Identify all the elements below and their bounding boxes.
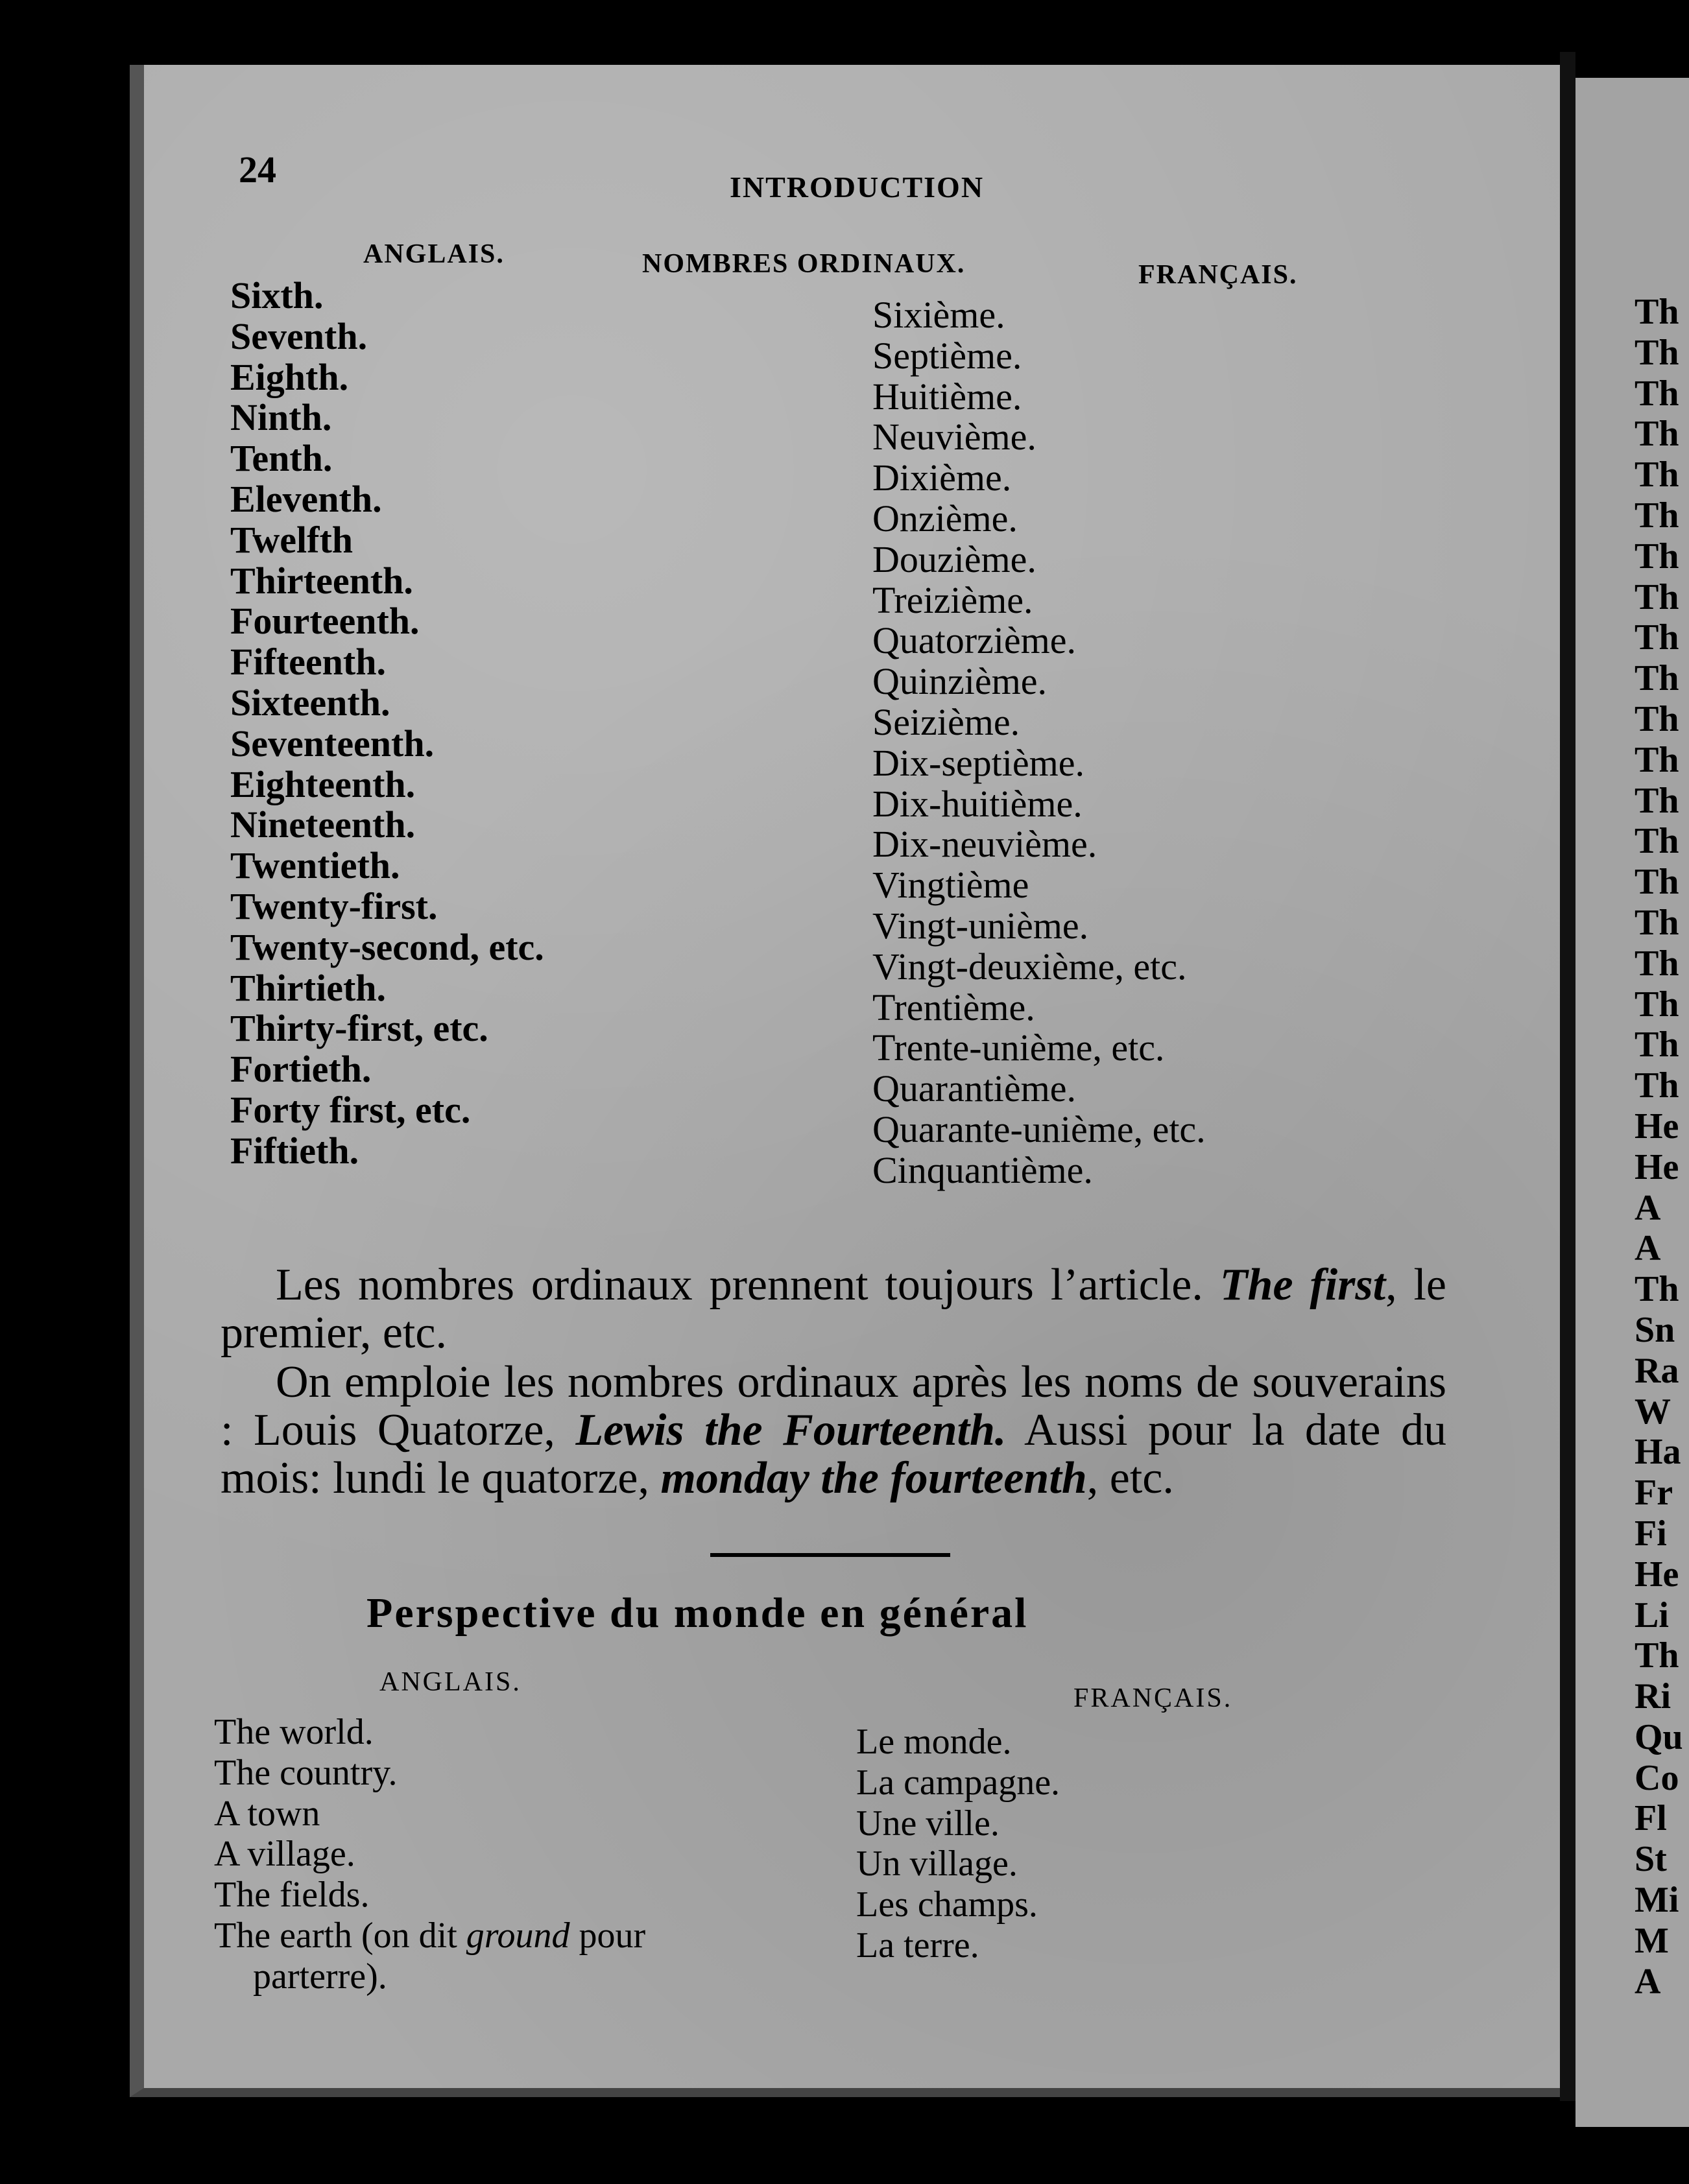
list-item: Septième. — [872, 334, 1022, 377]
fragment: Th — [1635, 617, 1679, 658]
fragment: Qu — [1635, 1716, 1683, 1757]
fragment: Th — [1635, 536, 1679, 576]
fragment: A — [1635, 1961, 1661, 2002]
list-item — [214, 1916, 645, 1956]
fragment: Th — [1635, 1269, 1679, 1310]
fragment: Th — [1635, 943, 1679, 984]
list-item: Trente-unième, etc. — [872, 1027, 1165, 1069]
list-item: Twenty-first. — [230, 884, 438, 927]
list-item: Thirtieth. — [230, 966, 387, 1009]
list-item: Sixth. — [230, 274, 324, 316]
list-item: The country. — [214, 1752, 398, 1793]
fragment: A — [1635, 1187, 1661, 1228]
list-item: Onzième. — [872, 497, 1018, 540]
fragment: Ra — [1635, 1350, 1679, 1391]
fragment: Th — [1635, 1025, 1679, 1065]
list-item: Tenth. — [230, 437, 333, 480]
italic-example: ground — [466, 1915, 570, 1956]
fragment: Mi — [1635, 1880, 1679, 1921]
list-item: Quarante-unième, etc. — [872, 1108, 1206, 1150]
fragment: Th — [1635, 698, 1679, 739]
list-item: Douzième. — [872, 538, 1036, 580]
text-run: pour — [569, 1915, 646, 1956]
text-run: , etc. — [1086, 1453, 1174, 1503]
column-header-anglais: ANGLAIS. — [363, 239, 505, 269]
fragment: Th — [1635, 292, 1679, 332]
text-run: The earth (on dit — [214, 1915, 466, 1956]
page-number: 24 — [239, 148, 276, 191]
list-item: A town — [214, 1793, 320, 1834]
list-item: Dix-septième. — [872, 741, 1084, 784]
fragment: Th — [1635, 862, 1679, 903]
list-item: Vingt-deuxième, etc. — [872, 945, 1187, 988]
fragment: He — [1635, 1106, 1679, 1146]
list-item: Twelfth — [230, 518, 353, 561]
list-item: Dix-huitième. — [872, 782, 1083, 825]
list-item-continuation: parterre). — [253, 1956, 387, 1997]
list-item: The world. — [214, 1712, 374, 1752]
world-english-list — [214, 1712, 645, 1997]
fragment: Ri — [1635, 1676, 1671, 1717]
list-item: Nineteenth. — [230, 803, 416, 846]
list-item: Dixième. — [872, 457, 1012, 499]
fragment: Th — [1635, 739, 1679, 780]
list-item: Forty first, etc. — [230, 1088, 471, 1131]
list-item: Twenty-second, etc. — [230, 925, 544, 968]
fragment: W — [1635, 1391, 1671, 1432]
fragment: Th — [1635, 658, 1679, 699]
table-title-nombres-ordinaux: NOMBRES ORDINAUX. — [642, 249, 966, 279]
list-item: Eighth. — [230, 355, 349, 398]
list-item: Dix-neuvième. — [872, 823, 1097, 866]
fragment: Th — [1635, 984, 1679, 1025]
fragment: Fr — [1635, 1473, 1673, 1513]
italic-example: monday the fourteenth — [660, 1453, 1087, 1503]
list-item: Treizième. — [872, 578, 1033, 621]
list-item: La campagne. — [856, 1762, 1060, 1803]
fragment: Th — [1635, 373, 1679, 414]
column-header-francais: FRANÇAIS. — [1138, 260, 1298, 290]
list-item: Seventeenth. — [230, 722, 435, 765]
paragraph-ordinal-usage — [221, 1359, 1446, 1502]
list-item: Quinzième. — [872, 660, 1047, 703]
list-item: Eighteenth. — [230, 763, 416, 805]
list-item: La terre. — [856, 1925, 979, 1965]
fragment: Sn — [1635, 1309, 1675, 1350]
ordinals-french-list — [872, 295, 1206, 1191]
list-item: Seventh. — [230, 315, 368, 357]
list-item: Sixième. — [872, 294, 1005, 336]
list-item: The fields. — [214, 1875, 370, 1916]
page-gutter — [1560, 52, 1575, 2101]
world-french-list — [856, 1722, 1060, 1966]
fragment: Fi — [1635, 1513, 1667, 1554]
list-item: Seizième. — [872, 700, 1020, 743]
fragment: He — [1635, 1554, 1679, 1595]
list-item: Trentième. — [872, 986, 1035, 1028]
fragment: Th — [1635, 1635, 1679, 1676]
list-item: Quarantième. — [872, 1067, 1077, 1110]
list-item: Quatorzième. — [872, 619, 1077, 662]
list-item: Ninth. — [230, 396, 332, 439]
list-item: Thirty-first, etc. — [230, 1007, 488, 1050]
fragment: Th — [1635, 576, 1679, 617]
fragment: Li — [1635, 1595, 1669, 1635]
italic-example: The first — [1219, 1260, 1386, 1310]
fragment: Th — [1635, 455, 1679, 495]
fragment: Th — [1635, 1065, 1679, 1106]
list-item: Une ville. — [856, 1803, 1000, 1844]
list-item: Un village. — [856, 1844, 1018, 1884]
list-item: Vingtième — [872, 864, 1029, 907]
section-title: Perspective du monde en général — [366, 1589, 1029, 1637]
fragment: Ha — [1635, 1432, 1681, 1473]
fragment: He — [1635, 1146, 1679, 1187]
right-page-fragments — [1635, 292, 1683, 2002]
fragment: Th — [1635, 332, 1679, 373]
fragment: A — [1635, 1228, 1661, 1269]
fragment: Th — [1635, 902, 1679, 943]
list-item: Huitième. — [872, 375, 1022, 418]
list-item: Fourteenth. — [230, 600, 420, 643]
text-run: On emploie les nombres ordinaux après les noms de souverains : Louis Quatorze, — [221, 1357, 1446, 1455]
column-header-francais: FRANÇAIS. — [1073, 1683, 1233, 1713]
list-item: Neuvième. — [872, 416, 1036, 458]
column-header-anglais: ANGLAIS. — [379, 1667, 521, 1697]
running-head: INTRODUCTION — [730, 171, 985, 204]
text-run: Aussi pour la date du mois: lundi le quatorze, — [221, 1405, 1446, 1503]
list-item: Twentieth. — [230, 844, 400, 887]
text-run: Les nombres ordinaux prennent toujours l’article. — [276, 1260, 1220, 1310]
list-item: Eleventh. — [230, 477, 382, 520]
fragment: Th — [1635, 780, 1679, 821]
fragment: Th — [1635, 495, 1679, 536]
ordinals-english-list — [230, 276, 544, 1172]
list-item: Les champs. — [856, 1884, 1038, 1925]
fragment: Fl — [1635, 1798, 1667, 1839]
list-item: Le monde. — [856, 1722, 1012, 1762]
list-item: Vingt-unième. — [872, 904, 1089, 947]
list-item: Sixteenth. — [230, 681, 390, 724]
paragraph-ordinal-article — [221, 1261, 1446, 1357]
italic-example: Lewis the Fourteenth. — [575, 1405, 1007, 1455]
fragment: Th — [1635, 414, 1679, 455]
text-run: , le premier, etc. — [221, 1260, 1446, 1358]
list-item: Cinquantième. — [872, 1148, 1093, 1191]
fragment: Th — [1635, 821, 1679, 862]
list-item: Fortieth. — [230, 1048, 372, 1091]
list-item: Fifteenth. — [230, 641, 386, 683]
list-item: A village. — [214, 1834, 355, 1875]
fragment: Co — [1635, 1757, 1679, 1798]
section-divider — [710, 1553, 950, 1557]
list-item: Thirteenth. — [230, 559, 413, 602]
fragment: St — [1635, 1839, 1667, 1880]
fragment: M — [1635, 1920, 1669, 1961]
list-item: Fiftieth. — [230, 1129, 359, 1172]
